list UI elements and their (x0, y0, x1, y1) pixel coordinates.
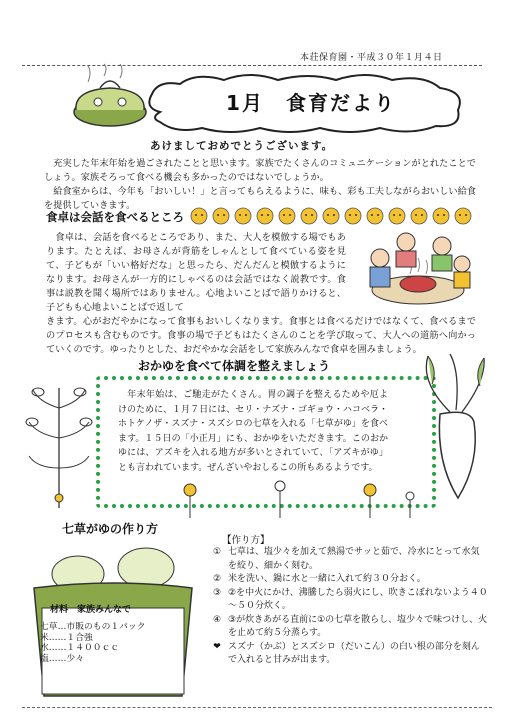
section2-body: 年末年始は、ご馳走がたくさん。胃の調子を整えるためや厄よけのために、１月７日には、セリ・ナズナ・ゴギョウ・ハコベラ・ホトケノザ・スズナ・スズシロの七草を入れる「七草がゆ」を食べます。１５日の「小正月」にも、おかゆをいただきます。このおかゆには、アズキを入れる地方が多いとされていて、「アズキがゆ」とも言われています。ぜんざいやおしるこの所もあるようです。 (118, 390, 388, 473)
step-number: ③ (212, 587, 222, 598)
step-text: ③が炊きあがる直前に①の七草を散らし、塩少々で味つけし、火を止めて約５分蒸らす。 (228, 614, 488, 638)
family-meal-illustration (356, 224, 480, 316)
recipe-step (206, 573, 488, 587)
section-title-recipe: 七草がゆの作り方 (62, 522, 159, 536)
section-title-okayu: おかゆを食べて体調を整えましょう (138, 359, 331, 373)
step-number: ② (212, 574, 222, 584)
footer-divider (22, 707, 492, 708)
recipe-steps (206, 546, 488, 668)
step-text: 七草は、塩少々を加えて熱湯でサッと茹で、冷水にとって水気を絞り、細かく刻む。 (228, 547, 480, 571)
ingredient-item: 米……１合強 (40, 632, 93, 643)
face-icons-row (190, 207, 480, 225)
ingredient-item: 七草…市販のもの１パック (40, 622, 146, 632)
tip-text: スズナ（かぶ）とスズシロ（だいこん）の白い根の部分を刻んで入れると甘みが出ます。 (228, 641, 480, 665)
intro-paragraph-2: 給食室からは、今年も「おいしい！」と言ってもらえるように、味も、彩も工夫しながらおいしい給食を提供していきます。 (44, 186, 476, 211)
recipe-step (206, 587, 488, 614)
step-number: ④ (212, 614, 222, 625)
page-title: 1月 食育だより (226, 91, 396, 115)
flowers-illustration (170, 470, 432, 520)
step-text: ②を中火にかけ、沸騰したら弱火にし、吹きこぼれないよう４０～５０分炊く。 (228, 587, 488, 611)
section1-body-a: 食卓は、会話を食べるところであり、また、大人を模倣する場でもあります。たとえば、お母さんが背筋をしゃんとして食べている姿を見て、子どもが「いい格好だな」と思ったら、だんだんと模倣するようになります。お母さんが一方的にしゃべるのは会話ではなく説教です。食事は説教を聞く場所ではありません。心地よいことばで語りかけると、子どもも心地よいことばで返して (46, 232, 346, 313)
recipe-step (206, 614, 488, 641)
intro-text (44, 157, 476, 213)
section-title-table-talk: 食卓は会話を食べるところ (46, 210, 184, 224)
section1-body-b: きます。心がおだやかになって食事もおいしくなります。食事とは食べるだけではなくて、食べるまでのプロセスも含むものです。食事の場で子どもはたくさんのことを学び取って、大人への道筋へ向かっていくのです。ゆったりとした、おだやかな会話をして家族みんなで食卓を囲みましょう。 (46, 316, 476, 355)
ingredient-item: 塩……少々 (40, 653, 84, 664)
issue-date: 本荘保育園・平成３０年１月４日 (300, 53, 443, 63)
recipe-tip (206, 641, 488, 668)
recipe-heading: 【作り方】 (222, 535, 270, 546)
step-number: ① (212, 547, 222, 557)
ingredients-list (40, 622, 146, 664)
step-text: 米を洗い、鍋に水と一緒に入れて約３０分おく。 (228, 574, 426, 584)
nanakusa-pot-illustration (28, 538, 198, 698)
recipe-step (206, 546, 488, 573)
ingredients-title: 材料 家族みんなで (50, 605, 132, 615)
heart-icon: ❤ (213, 641, 221, 652)
herb-plant-illustration (24, 378, 94, 510)
new-year-greeting: あけましておめでとうございます。 (150, 140, 334, 152)
ingredient-item: 水……１４００ｃｃ (40, 643, 120, 653)
intro-paragraph-1: 充実した年末年始を過ごされたことと思います。家族でたくさんのコミュニケーションがとれたことでしょう。家族そろって食べる機会も多かったのではないでしょうか。 (44, 158, 476, 183)
